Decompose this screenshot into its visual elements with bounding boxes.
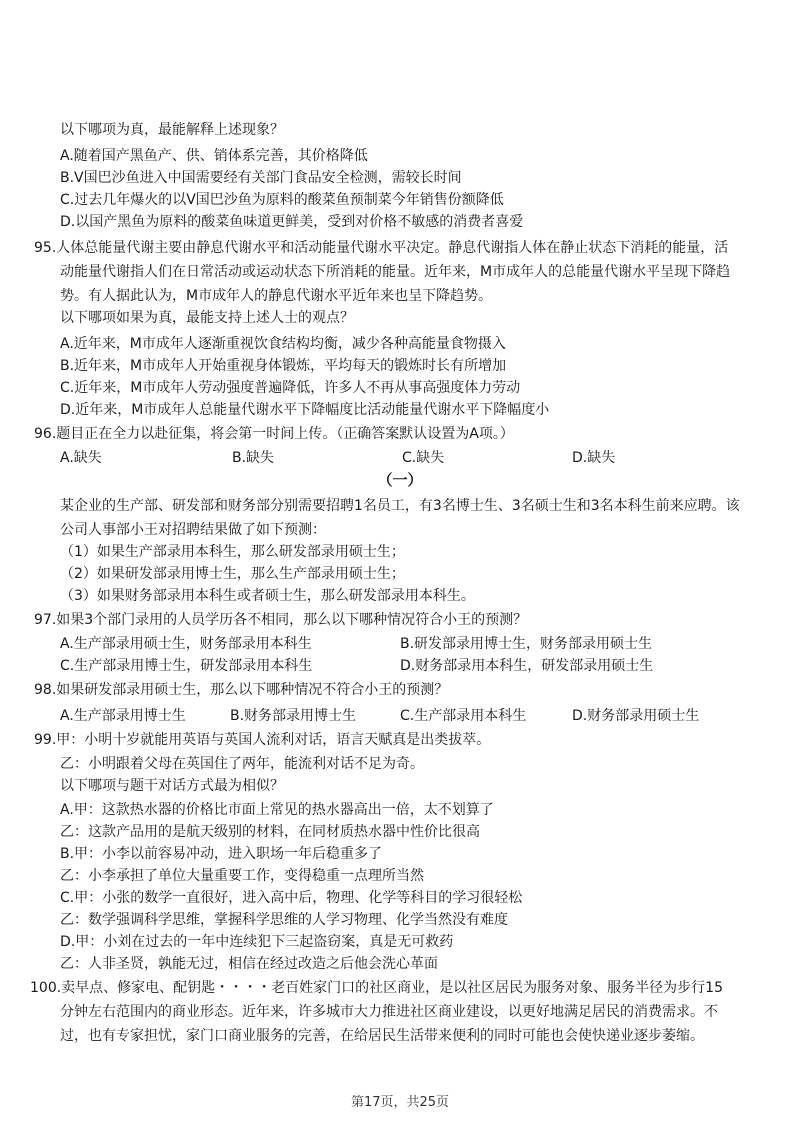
q97-line-1: 97.如果3个部门录用的人员学历各不相同，那么以下哪种情况符合小王的预测？ [34,612,528,628]
q94-option-a: A.随着国产黑鱼产、供、销体系完善，其价格降低 [60,148,368,164]
q94-option-d: D.以国产黑鱼为原料的酸菜鱼味道更鲜美，受到对价格不敏感的消费者喜爱 [60,214,524,230]
q95-option-d: D.近年来，M市成年人总能量代谢水平下降幅度比活动能量代谢水平下降幅度小 [60,402,550,418]
q100-line-1: 100.卖早点、修家电、配钥匙・・・・老百姓家门口的社区商业，是以社区居民为服务对象、服务半径为步行15 [30,980,723,996]
q94-option-c: C.过去几年爆火的以V国巴沙鱼为原料的酸菜鱼预制菜今年销售份额降低 [60,192,504,208]
q95-line-2: 动能量代谢指人们在日常活动或运动状态下所消耗的能量。近年来，M市成年人的总能量代谢水平呈现下降趋 [60,264,731,280]
q99-option-b-1: B.甲：小李以前容易冲动，进入职场一年后稳重多了 [60,846,383,862]
q99-option-a-2: 乙：这款产品用的是航天级别的材料，在同材质热水器中性价比很高 [60,824,480,840]
q96-option-a: A.缺失 [60,450,102,466]
q97-option-d: D.财务部录用本科生，研发部录用硕士生 [400,658,654,674]
q95-line-1: 95.人体总能量代谢主要由静息代谢水平和活动能量代谢水平决定。静息代谢指人体在静止状态下消耗的能量，活 [34,240,729,256]
q99-line-1: 99.甲：小明十岁就能用英语与英国人流利对话，语言天赋真是出类拔萃。 [34,732,491,748]
passage-line-1: 某企业的生产部、研发部和财务部分别需要招聘1名员工，有3名博士生、3名硕士生和3名本科生前来应聘。该 [60,498,740,514]
q98-option-c: C.生产部录用本科生 [400,708,527,724]
q95-stem: 以下哪项如果为真，最能支持上述人士的观点？ [60,310,354,326]
q99-option-d-2: 乙：人非圣贤，孰能无过，相信在经过改造之后他会洗心革面 [60,956,438,972]
q99-option-c-2: 乙：数学强调科学思维，掌握科学思维的人学习物理、化学当然没有难度 [60,912,508,928]
q97-option-c: C.生产部录用博士生，研发部录用本科生 [60,658,313,674]
q95-option-a: A.近年来，M市成年人逐渐重视饮食结构均衡，减少各种高能量食物摄入 [60,336,506,352]
q98-option-b: B.财务部录用博士生 [230,708,357,724]
q100-line-2: 分钟左右范围内的商业形态。近年来，许多城市大力推进社区商业建设，以更好地满足居民的消费需求。不 [60,1004,718,1020]
q98-option-a: A.生产部录用博士生 [60,708,186,724]
q99-stem: 以下哪项与题干对话方式最为相似？ [60,778,284,794]
prediction-1: （1）如果生产部录用本科生，那么研发部录用硕士生； [60,544,405,560]
q97-option-a: A.生产部录用硕士生，财务部录用本科生 [60,636,312,652]
q96-option-d: D.缺失 [572,450,616,466]
prediction-3: （3）如果财务部录用本科生或者硕士生，那么研发部录用本科生。 [60,588,475,604]
q95-line-3: 势。有人据此认为，M市成年人的静息代谢水平近年来也呈下降趋势。 [60,288,493,304]
q96-line-1: 96.题目正在全力以赴征集，将会第一时间上传。（正确答案默认设置为A项。） [34,426,514,442]
q99-option-c-1: C.甲：小张的数学一直很好，进入高中后，物理、化学等科目的学习很轻松 [60,890,523,906]
prediction-2: （2）如果研发部录用博士生，那么生产部录用硕士生； [60,566,405,582]
q100-line-3: 过，也有专家担忧，家门口商业服务的完善，在给居民生活带来便利的同时可能也会使快递业逐步萎缩。 [60,1028,704,1044]
section-heading: （一） [377,471,423,489]
q99-option-b-2: 乙：小李承担了单位大量重要工作，变得稳重一点理所当然 [60,868,424,884]
q94-option-b: B.V国巴沙鱼进入中国需要经有关部门食品安全检测，需较长时间 [60,170,462,186]
page-footer: 第17页，共25页 [350,1095,450,1110]
q97-option-b: B.研发部录用博士生，财务部录用硕士生 [400,636,653,652]
q95-option-c: C.近年来，M市成年人劳动强度普遍降低，许多人不再从事高强度体力劳动 [60,380,521,396]
passage-line-2: 公司人事部小王对招聘结果做了如下预测： [60,522,326,538]
q96-option-c: C.缺失 [402,450,445,466]
q98-option-d: D.财务部录用硕士生 [572,708,700,724]
q99-option-a-1: A.甲：这款热水器的价格比市面上常见的热水器高出一倍，太不划算了 [60,802,494,818]
q96-option-b: B.缺失 [232,450,275,466]
q99-option-d-1: D.甲：小刘在过去的一年中连续犯下三起盗窃案，真是无可救药 [60,934,454,950]
q94-stem: 以下哪项为真，最能解释上述现象？ [60,122,284,138]
q95-option-b: B.近年来，M市成年人开始重视身体锻炼，平均每天的锻炼时长有所增加 [60,358,507,374]
q99-line-2: 乙：小明跟着父母在英国住了两年，能流利对话不足为奇。 [60,756,424,772]
q98-line-1: 98.如果研发部录用硕士生，那么以下哪种情况不符合小王的预测？ [34,682,449,698]
